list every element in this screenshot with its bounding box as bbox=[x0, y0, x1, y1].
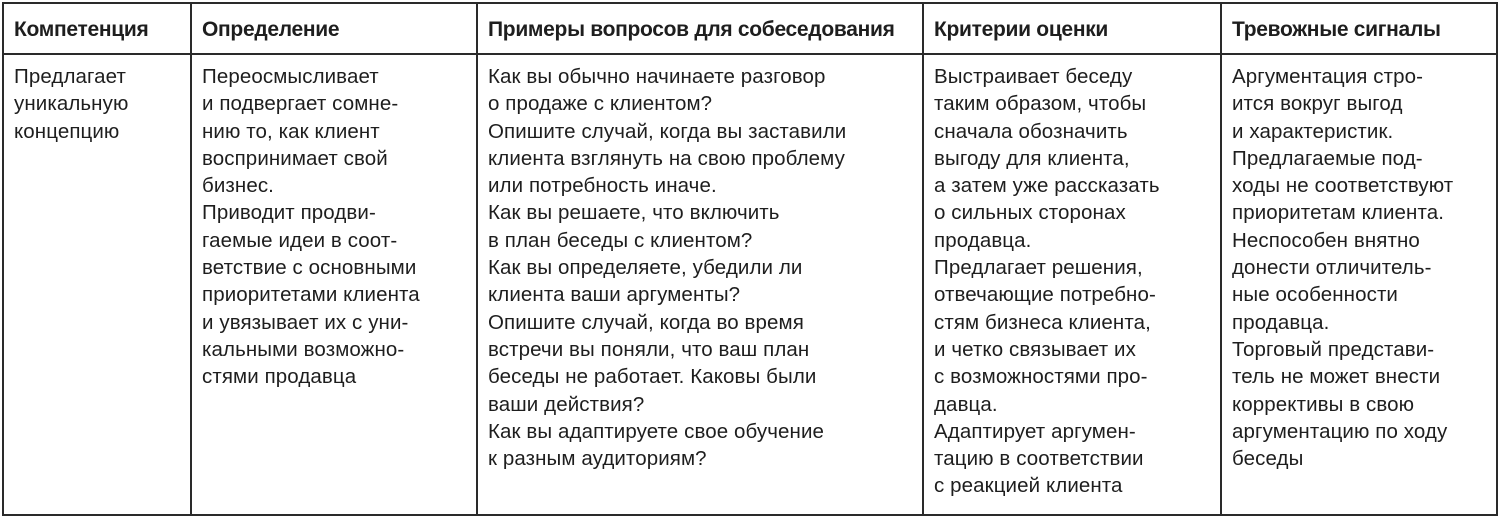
criteria-line: Адаптирует аргумен- bbox=[934, 419, 1136, 443]
warning-line: приоритетам клиента. bbox=[1232, 201, 1445, 225]
question-line: клиента взглянуть на свою проблему bbox=[488, 146, 845, 170]
definition-line: Приводит продви- bbox=[202, 201, 376, 225]
cell-questions bbox=[477, 54, 923, 515]
warning-line: продавца. bbox=[1232, 310, 1330, 334]
warning-line: тель не может внести bbox=[1232, 365, 1441, 389]
warning-line: ходы не соответствуют bbox=[1232, 174, 1454, 198]
warning-line: Торговый представи- bbox=[1232, 337, 1435, 361]
definition-line: приоритетами клиента bbox=[202, 283, 420, 307]
criteria-line: отвечающие потребно- bbox=[934, 283, 1156, 307]
definition-line: и подвергает сомне- bbox=[202, 92, 399, 116]
cell-competency bbox=[3, 54, 191, 515]
question-line: Опишите случай, когда во время bbox=[488, 310, 804, 334]
warning-line: ится вокруг выгод bbox=[1232, 92, 1403, 116]
warning-line: коррективы в свою bbox=[1232, 392, 1415, 416]
criteria-line: выгоду для клиента, bbox=[934, 146, 1130, 170]
header-questions: Примеры вопросов для собеседования bbox=[477, 3, 923, 54]
definition-line: нию то, как клиент bbox=[202, 119, 380, 143]
definition-line: кальными возможно- bbox=[202, 337, 405, 361]
question-line: встречи вы поняли, что ваш план bbox=[488, 337, 810, 361]
header-warnings: Тревожные сигналы bbox=[1221, 3, 1497, 54]
header-criteria: Критерии оценки bbox=[923, 3, 1221, 54]
criteria-line: сначала обозначить bbox=[934, 119, 1128, 143]
question-line: или потребность иначе. bbox=[488, 174, 717, 198]
criteria-line: продавца. bbox=[934, 228, 1032, 252]
criteria-line: таким образом, чтобы bbox=[934, 92, 1147, 116]
warning-line: Неспособен внятно bbox=[1232, 228, 1420, 252]
header-definition: Определение bbox=[191, 3, 477, 54]
question-line: о продаже с клиентом? bbox=[488, 92, 713, 116]
table-row bbox=[3, 54, 1497, 515]
definition-line: бизнес. bbox=[202, 174, 274, 198]
criteria-line: с возможностями про- bbox=[934, 365, 1148, 389]
criteria-line: Выстраивает беседу bbox=[934, 65, 1133, 88]
definition-line: Переосмысливает bbox=[202, 65, 379, 88]
warning-line: ные особенности bbox=[1232, 283, 1398, 307]
question-line: в план беседы с клиентом? bbox=[488, 228, 753, 252]
criteria-line: стям бизнеса клиента, bbox=[934, 310, 1151, 334]
competency-table bbox=[2, 2, 1498, 516]
criteria-line: тацию в соответствии bbox=[934, 447, 1144, 471]
header-row bbox=[3, 3, 1497, 54]
question-line: клиента ваши аргументы? bbox=[488, 283, 741, 307]
competency-line: концепцию bbox=[14, 119, 120, 143]
question-line: к разным аудиториям? bbox=[488, 447, 707, 471]
criteria-line: а затем уже рассказать bbox=[934, 174, 1160, 198]
warning-line: аргументацию по ходу bbox=[1232, 419, 1448, 443]
cell-criteria bbox=[923, 54, 1221, 515]
question-line: Опишите случай, когда вы заставили bbox=[488, 119, 847, 143]
criteria-line: с реакцией клиента bbox=[934, 474, 1123, 498]
criteria-line: о сильных сторонах bbox=[934, 201, 1126, 225]
question-line: Как вы обычно начинаете разговор bbox=[488, 65, 826, 88]
criteria-line: Предлагает решения, bbox=[934, 256, 1143, 280]
header-competency: Компетенция bbox=[3, 3, 191, 54]
warning-line: беседы bbox=[1232, 447, 1304, 471]
warning-line: и характеристик. bbox=[1232, 119, 1394, 143]
question-line: ваши действия? bbox=[488, 392, 645, 416]
competency-line: Предлагает bbox=[14, 65, 126, 88]
criteria-line: давца. bbox=[934, 392, 998, 416]
definition-line: ветствие с основными bbox=[202, 256, 417, 280]
question-line: Как вы адаптируете свое обучение bbox=[488, 419, 825, 443]
cell-warnings bbox=[1221, 54, 1497, 515]
competency-table-container bbox=[2, 2, 1496, 516]
definition-line: и увязывает их с уни- bbox=[202, 310, 409, 334]
question-line: беседы не работает. Каковы были bbox=[488, 365, 817, 389]
warning-line: донести отличитель- bbox=[1232, 256, 1432, 280]
criteria-line: и четко связывает их bbox=[934, 337, 1136, 361]
competency-line: уникальную bbox=[14, 92, 129, 116]
question-line: Как вы определяете, убедили ли bbox=[488, 256, 803, 280]
cell-definition bbox=[191, 54, 477, 515]
warning-line: Аргументация стро- bbox=[1232, 65, 1424, 88]
warning-line: Предлагаемые под- bbox=[1232, 146, 1423, 170]
definition-line: воспринимает свой bbox=[202, 146, 388, 170]
definition-line: стями продавца bbox=[202, 365, 357, 389]
question-line: Как вы решаете, что включить bbox=[488, 201, 780, 225]
definition-line: гаемые идеи в соот- bbox=[202, 228, 398, 252]
